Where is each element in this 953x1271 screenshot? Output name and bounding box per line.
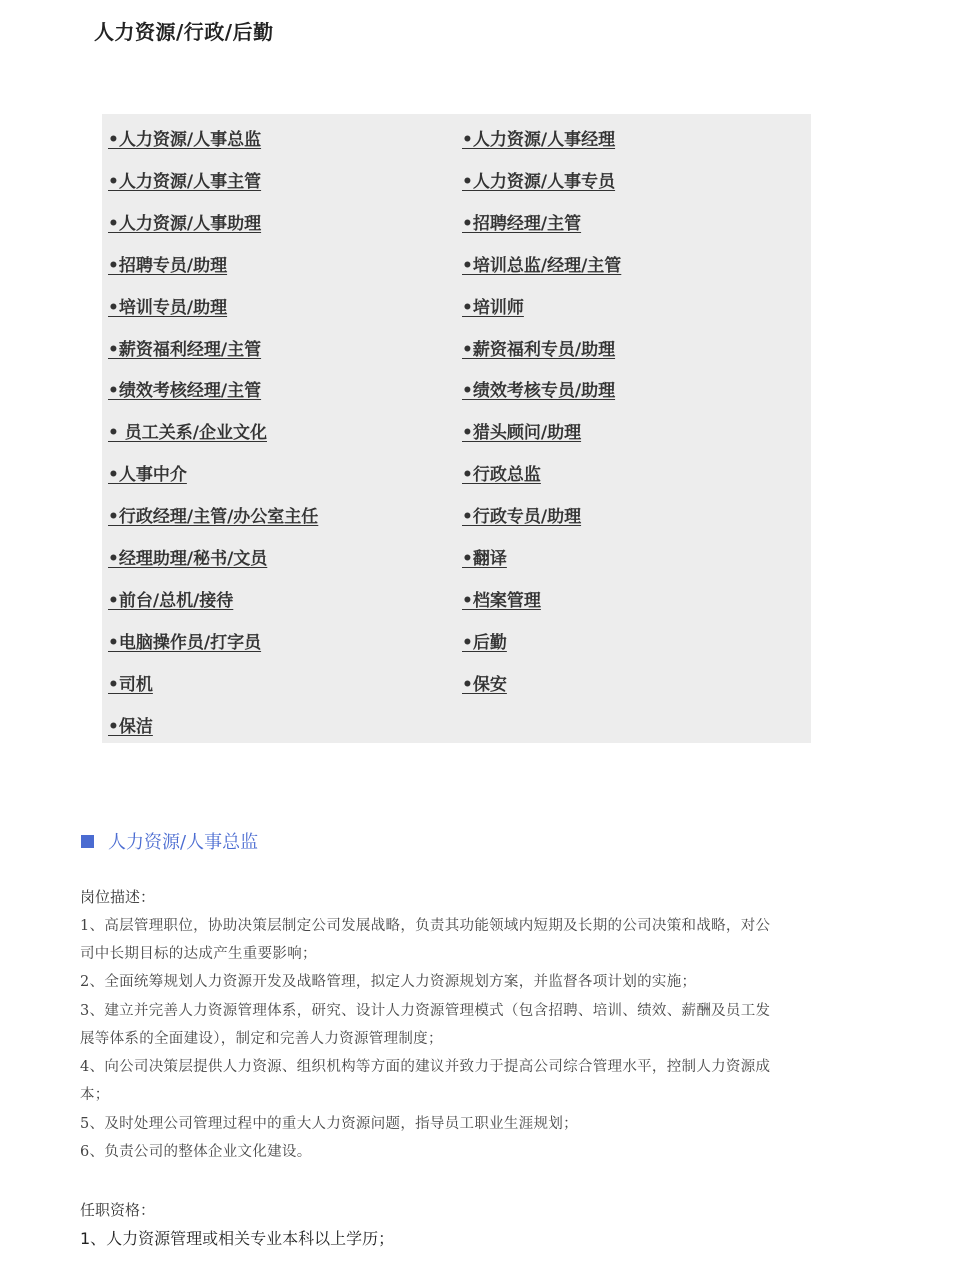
description-line: 1、高层管理职位，协助决策层制定公司发展战略，负责其功能领域内短期及长期的公司决策和战略，对公 — [80, 918, 771, 934]
description-title: 岗位描述： — [80, 888, 156, 906]
description-line: 展等体系的全面建设），制定和完善人力资源管理制度； — [80, 1031, 443, 1047]
category-link[interactable]: •绩效考核经理/主管 — [108, 381, 262, 402]
category-link[interactable]: •薪资福利专员/助理 — [462, 339, 616, 360]
category-link[interactable]: •前台/总机/接待 — [108, 590, 234, 611]
page-title: 人力资源/行政/后勤 — [94, 20, 274, 44]
category-link[interactable]: •行政专员/助理 — [462, 507, 582, 528]
category-link[interactable]: •人事中介 — [108, 465, 187, 486]
description-line: 5、及时处理公司管理过程中的重大人力资源问题，指导员工职业生涯规划； — [80, 1116, 578, 1132]
category-link[interactable]: •人力资源/人事总监 — [108, 130, 262, 150]
category-link[interactable]: •猎头顾问/助理 — [462, 423, 582, 444]
category-link[interactable]: •培训师 — [462, 297, 524, 318]
description-line: 3、建立并完善人力资源管理体系，研究、设计人力资源管理模式（包含招聘、培训、绩效、薪酬及员工发 — [80, 1003, 771, 1019]
section-heading — [81, 828, 258, 854]
square-bullet-icon — [81, 835, 94, 848]
section-heading-label: 人力资源/人事总监 — [108, 832, 259, 853]
category-link[interactable]: •档案管理 — [462, 590, 541, 611]
category-link[interactable]: •保安 — [462, 674, 507, 695]
category-link[interactable]: •人力资源/人事助理 — [108, 213, 262, 234]
category-link[interactable]: •翻译 — [462, 549, 507, 569]
category-link[interactable]: •行政总监 — [462, 465, 541, 486]
category-link[interactable]: •招聘专员/助理 — [108, 255, 228, 276]
category-link[interactable]: •人力资源/人事经理 — [462, 130, 616, 150]
category-link[interactable]: •电脑操作员/打字员 — [108, 632, 262, 653]
category-link-box — [102, 114, 811, 743]
description-line: 司中长期目标的达成产生重要影响； — [80, 946, 317, 962]
category-link[interactable]: •经理助理/秘书/文员 — [108, 549, 268, 569]
category-link[interactable]: • 员工关系/企业文化 — [108, 423, 267, 444]
qualification-title: 任职资格： — [80, 1201, 156, 1219]
category-link[interactable]: •人力资源/人事专员 — [462, 171, 616, 192]
description-line: 本； — [80, 1087, 110, 1103]
category-link[interactable]: •招聘经理/主管 — [462, 213, 582, 234]
category-link[interactable]: •培训总监/经理/主管 — [462, 255, 622, 276]
category-link[interactable]: •后勤 — [462, 632, 507, 653]
category-link[interactable]: •绩效考核专员/助理 — [462, 381, 616, 402]
description-line: 6、负责公司的整体企业文化建设。 — [80, 1144, 312, 1160]
description-line: 4、向公司决策层提供人力资源、组织机构等方面的建议并致力于提高公司综合管理水平，控制人力资源成 — [80, 1059, 771, 1075]
category-link[interactable]: •保洁 — [108, 716, 153, 737]
category-link[interactable]: •薪资福利经理/主管 — [108, 339, 262, 360]
category-link[interactable]: •行政经理/主管/办公室主任 — [108, 507, 319, 528]
category-link[interactable]: •人力资源/人事主管 — [108, 171, 262, 192]
description-line: 2、全面统筹规划人力资源开发及战略管理，拟定人力资源规划方案，并监督各项计划的实施； — [80, 974, 697, 990]
category-link[interactable]: •司机 — [108, 674, 153, 695]
category-link[interactable]: •培训专员/助理 — [108, 297, 228, 318]
qualification-line: 1、人力资源管理或相关专业本科以上学历； — [80, 1229, 395, 1248]
